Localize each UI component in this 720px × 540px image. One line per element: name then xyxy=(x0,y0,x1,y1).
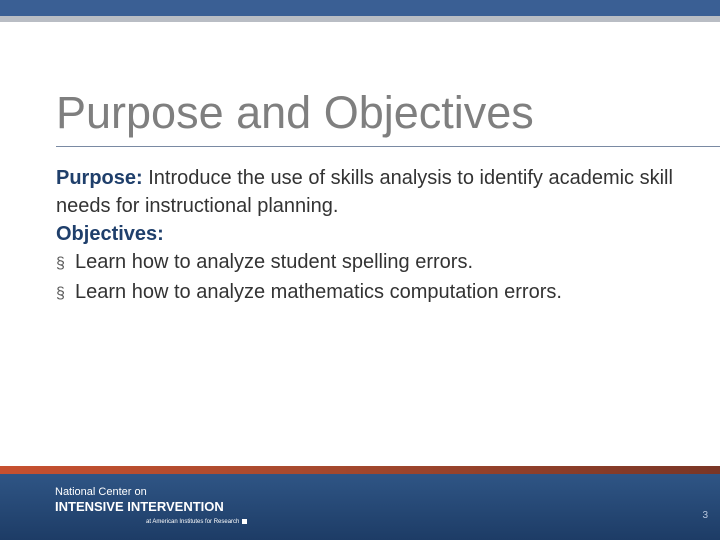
purpose-text: Introduce the use of skills analysis to identify academic skill needs for instructional planning. xyxy=(56,167,673,217)
title-divider xyxy=(56,146,720,147)
page-number: 3 xyxy=(702,510,708,521)
purpose-paragraph xyxy=(56,164,696,220)
logo-tagline: at American Institutes for Research xyxy=(146,519,240,525)
bullet-item xyxy=(56,248,696,278)
header-accent-stripe xyxy=(0,16,720,22)
slide-title: Purpose and Objectives xyxy=(56,87,534,138)
slide-body xyxy=(56,164,696,308)
logo-line-2: INTENSIVE INTERVENTION xyxy=(55,499,224,514)
purpose-label: Purpose: xyxy=(56,167,143,189)
logo-line-1: National Center on xyxy=(55,486,147,498)
bullet-item xyxy=(56,278,696,308)
header-bar xyxy=(0,0,720,16)
objectives-label: Objectives: xyxy=(56,223,164,245)
logo-square-icon xyxy=(242,519,247,524)
logo-line-3 xyxy=(146,518,247,526)
bullet-text: Learn how to analyze student spelling errors. xyxy=(75,251,474,273)
organization-logo xyxy=(55,486,247,526)
bullet-icon: § xyxy=(56,285,65,302)
footer-accent-stripe xyxy=(0,466,720,474)
objectives-heading xyxy=(56,220,696,248)
bullet-icon: § xyxy=(56,255,65,272)
bullet-text: Learn how to analyze mathematics computation errors. xyxy=(75,281,562,303)
